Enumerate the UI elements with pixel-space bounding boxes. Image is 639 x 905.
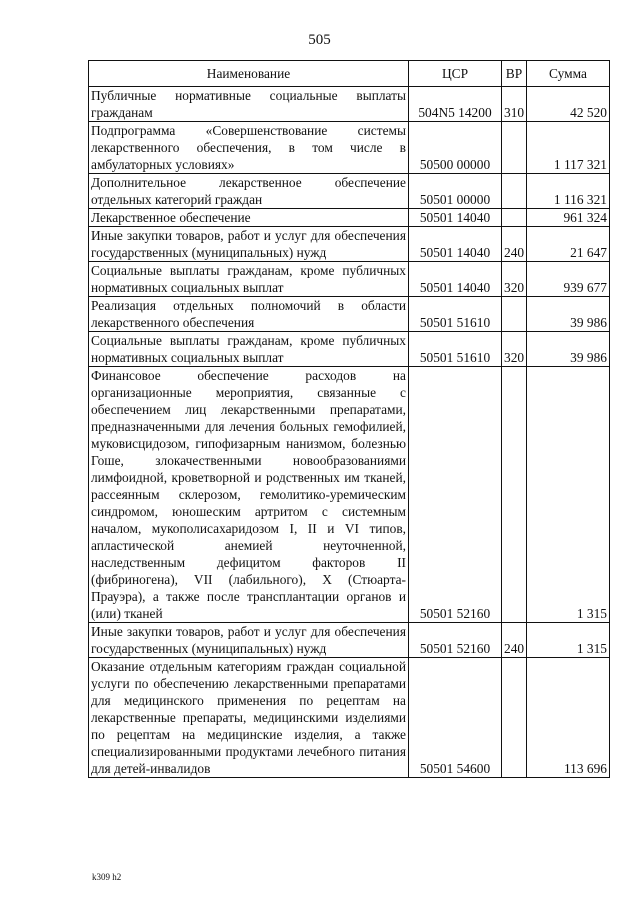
row-vr-cell (502, 209, 527, 227)
row-csr-cell: 50501 14040 (409, 227, 502, 262)
row-name-cell: Финансовое обеспечение расходов на организационные мероприятия, связанные с обеспечением лиц лекарственными препаратами, предназначенными для лечения больных гемофилией, муковисцидозом, гипофизарным нанизмом, болезнью Гоше, злокачественными новообразованиями лимфоидной, кроветворной и родственных им тканей, рассеянным склерозом, гемолитико-уремическим синдромом, юношеским артритом с системным началом, мукополисахаридозом I, II и VI типов, апластической анемией неуточненной, наследственным дефицитом факторов II (фибриногена), VII (лабильного), X (Стюарта-Прауэра), а также после трансплантации органов и (или) тканей (89, 367, 409, 623)
table-row (89, 367, 610, 623)
table-row (89, 658, 610, 778)
table-row (89, 87, 610, 122)
row-vr-cell: 320 (502, 262, 527, 297)
table-row (89, 297, 610, 332)
row-sum-cell: 39 986 (527, 297, 610, 332)
header-vr: ВР (502, 61, 527, 87)
row-vr-cell (502, 122, 527, 174)
row-vr-cell (502, 297, 527, 332)
table-row (89, 332, 610, 367)
row-vr-cell (502, 658, 527, 778)
table-row (89, 122, 610, 174)
row-vr-cell (502, 174, 527, 209)
row-vr-cell: 240 (502, 623, 527, 658)
row-name-cell: Иные закупки товаров, работ и услуг для обеспечения государственных (муниципальных) нужд (89, 623, 409, 658)
row-name-cell: Подпрограмма «Совершенствование системы лекарственного обеспечения, в том числе в амбулаторных условиях» (89, 122, 409, 174)
row-name-cell: Дополнительное лекарственное обеспечение отдельных категорий граждан (89, 174, 409, 209)
page-number: 505 (308, 32, 331, 48)
table-row (89, 262, 610, 297)
header-name: Наименование (89, 61, 409, 87)
row-csr-cell: 50500 00000 (409, 122, 502, 174)
row-name-cell: Публичные нормативные социальные выплаты гражданам (89, 87, 409, 122)
row-csr-cell: 50501 14040 (409, 262, 502, 297)
row-vr-cell: 240 (502, 227, 527, 262)
table-row (89, 174, 610, 209)
row-csr-cell: 50501 51610 (409, 332, 502, 367)
row-name-cell: Социальные выплаты гражданам, кроме публичных нормативных социальных выплат (89, 262, 409, 297)
row-csr-cell: 50501 14040 (409, 209, 502, 227)
row-csr-cell: 50501 00000 (409, 174, 502, 209)
row-sum-cell: 1 116 321 (527, 174, 610, 209)
row-vr-cell (502, 367, 527, 623)
row-vr-cell: 310 (502, 87, 527, 122)
row-sum-cell: 21 647 (527, 227, 610, 262)
table-row (89, 209, 610, 227)
row-sum-cell: 1 315 (527, 623, 610, 658)
row-csr-cell: 50501 51610 (409, 297, 502, 332)
row-name-cell: Лекарственное обеспечение (89, 209, 409, 227)
row-vr-cell: 320 (502, 332, 527, 367)
row-name-cell: Иные закупки товаров, работ и услуг для обеспечения государственных (муниципальных) нужд (89, 227, 409, 262)
row-csr-cell: 50501 54600 (409, 658, 502, 778)
header-csr: ЦСР (409, 61, 502, 87)
row-name-cell: Социальные выплаты гражданам, кроме публичных нормативных социальных выплат (89, 332, 409, 367)
budget-table (88, 60, 610, 778)
row-sum-cell: 939 677 (527, 262, 610, 297)
row-csr-cell: 50501 52160 (409, 367, 502, 623)
row-sum-cell: 113 696 (527, 658, 610, 778)
row-sum-cell: 39 986 (527, 332, 610, 367)
table-header-row (89, 61, 610, 87)
row-sum-cell: 1 315 (527, 367, 610, 623)
row-csr-cell: 50501 52160 (409, 623, 502, 658)
row-name-cell: Оказание отдельным категориям граждан социальной услуги по обеспечению лекарственными препаратами для медицинского применения по рецептам на лекарственные препараты, медицинскими изделиями по рецептам на медицинские изделия, а также специализированными продуктами лечебного питания для детей-инвалидов (89, 658, 409, 778)
row-sum-cell: 1 117 321 (527, 122, 610, 174)
row-sum-cell: 961 324 (527, 209, 610, 227)
row-sum-cell: 42 520 (527, 87, 610, 122)
header-sum: Сумма (527, 61, 610, 87)
row-name-cell: Реализация отдельных полномочий в области лекарственного обеспечения (89, 297, 409, 332)
row-csr-cell: 504N5 14200 (409, 87, 502, 122)
footer-code: k309 h2 (92, 872, 122, 882)
table-row (89, 227, 610, 262)
table-row (89, 623, 610, 658)
